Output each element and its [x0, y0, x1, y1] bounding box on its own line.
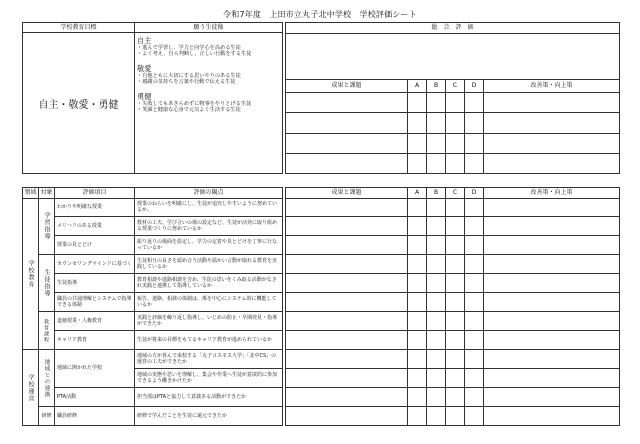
goal-group-title: 勇健 — [137, 91, 152, 101]
grade-c: C — [446, 80, 465, 93]
goal-group-title: 敬愛 — [137, 63, 152, 73]
goal-line: ・感謝の気持ちを言葉や行動で伝える生徒 — [137, 79, 236, 86]
improve-cell — [484, 198, 620, 217]
grade-c: C — [446, 188, 465, 199]
viewpoint-header: 評価の観点 — [135, 188, 283, 199]
goal-line: ・進んで学習し、学力と向学心を高める生徒 — [137, 45, 241, 51]
viewpoint-cell: 授業のねらいを明確にし、生徒が追究しやすいように努めているか。 — [135, 198, 283, 217]
grade-b: B — [427, 188, 446, 199]
goal-group — [137, 36, 280, 58]
item-cell: キャリア教育 — [55, 331, 135, 350]
results-cell — [286, 93, 408, 113]
area-school-education: 学校教育 — [23, 198, 39, 350]
goal-group-title: 自主 — [137, 36, 152, 45]
viewpoint-cell: 教材の工夫、学び合いの場の設定など、生徒が活発に取り組める授業づくりに努めているか — [135, 217, 283, 236]
goal-group — [137, 64, 280, 86]
overall-header: 総 合 評 価 — [286, 23, 620, 34]
area-header: 領域 — [23, 188, 39, 199]
item-cell: メリハリのある授業 — [55, 217, 135, 236]
area-school-management: 学校運営 — [23, 350, 39, 426]
goal-line: ・失敗してもあきらめずに物事をやりとげる生徒 — [137, 100, 252, 107]
item-cell: 職員研修 — [55, 407, 135, 426]
page-title: 令和7年度 上田市立丸子北中学校 学校評価シート — [223, 10, 417, 19]
improve-header: 改善策・向上策 — [484, 188, 620, 199]
overall-table — [285, 22, 620, 174]
improve-cell — [484, 93, 620, 113]
results-table — [285, 187, 620, 426]
item-cell: PTA活動 — [55, 388, 135, 407]
viewpoint-cell: 地域の方が喜んで来校する「丸子コスモス大学」「北中CS」の運営の工夫ができたか — [135, 350, 283, 369]
viewpoint-cell: 実践と評価を繰り返し指導し、いじめの防止・早期発見・指導ができたか — [135, 312, 283, 331]
viewpoint-cell: 地域の実態や思いを理解し、集会や作業へ生徒が意欲的に参加できるよう働きかけたか — [135, 369, 283, 388]
goals-table — [22, 22, 283, 174]
viewpoint-cell: 報告、連絡、相談の体制は、係を中心にシステム的に機能しているか — [135, 293, 283, 312]
item-cell: 道徳授業・人権教育 — [55, 312, 135, 331]
results-header: 成果と課題 — [286, 80, 408, 93]
goal-header: 学校教育目標 — [23, 23, 135, 33]
overall-comment-area — [286, 33, 620, 80]
grade-d: D — [465, 188, 484, 199]
goal-group — [137, 92, 280, 114]
viewpoint-cell: 振り返りの場面を設定し、学力の定着や見とどけを丁寧に行なっているか — [135, 236, 283, 255]
grade-d: D — [465, 80, 484, 93]
item-header: 評価項目 — [55, 188, 135, 199]
grade-a: A — [408, 188, 427, 199]
grade-b: B — [427, 80, 446, 93]
item-cell: カウンセリングマインドに基づく — [55, 255, 135, 274]
target-guidance: 生徒指導 — [39, 255, 55, 312]
goal-line: ・よく考え、自ら判断し、正しい行動をする生徒 — [137, 51, 252, 58]
grade-a: A — [408, 80, 427, 93]
goal-line: ・自他ともに大切にする思いやりのある生徒 — [137, 72, 241, 79]
item-cell: 生徒指導 — [55, 274, 135, 293]
viewpoint-cell: 教育相談や進路相談を含め、生徒の思いをくみ取る活動がなされ実践と連携して指導しているか — [135, 274, 283, 293]
evaluation-table — [22, 187, 283, 426]
target-curriculum: 教育課程 — [39, 312, 55, 350]
item-cell: 授業の見とどけ — [55, 236, 135, 255]
item-cell: 地域に開かれた学校 — [55, 350, 135, 388]
target-training: 研修 — [39, 407, 55, 426]
viewpoint-cell: 担当部はPTAと協力して意義ある活動ができたか — [135, 388, 283, 407]
target-learning: 学習指導 — [39, 198, 55, 255]
item-cell: 職員の共通理解とシステムで指導できる体制 — [55, 293, 135, 312]
student-header: 願う生徒像 — [135, 23, 283, 33]
target-community: 地域との連携 — [39, 350, 55, 407]
target-header: 対象 — [39, 188, 55, 199]
student-goals — [135, 33, 283, 174]
viewpoint-cell: 生徒相互の良さを認め合う活動や温かい言動が取れる教育を実践しているか — [135, 255, 283, 274]
viewpoint-cell: 生徒が将来の目標をもてるキャリア教育が進められているか — [135, 331, 283, 350]
results-header: 成果と課題 — [286, 188, 408, 199]
improve-header: 改善策・向上策 — [484, 80, 620, 93]
viewpoint-cell: 研修で学んだことを生徒に還元できたか — [135, 407, 283, 426]
school-motto: 自主・敬愛・勇健 — [23, 33, 135, 174]
goal-line: ・笑顔と健康な心身で元気よく生活する生徒 — [137, 107, 241, 114]
results-cell — [286, 198, 408, 217]
item-cell: わかりや明確な授業 — [55, 198, 135, 217]
